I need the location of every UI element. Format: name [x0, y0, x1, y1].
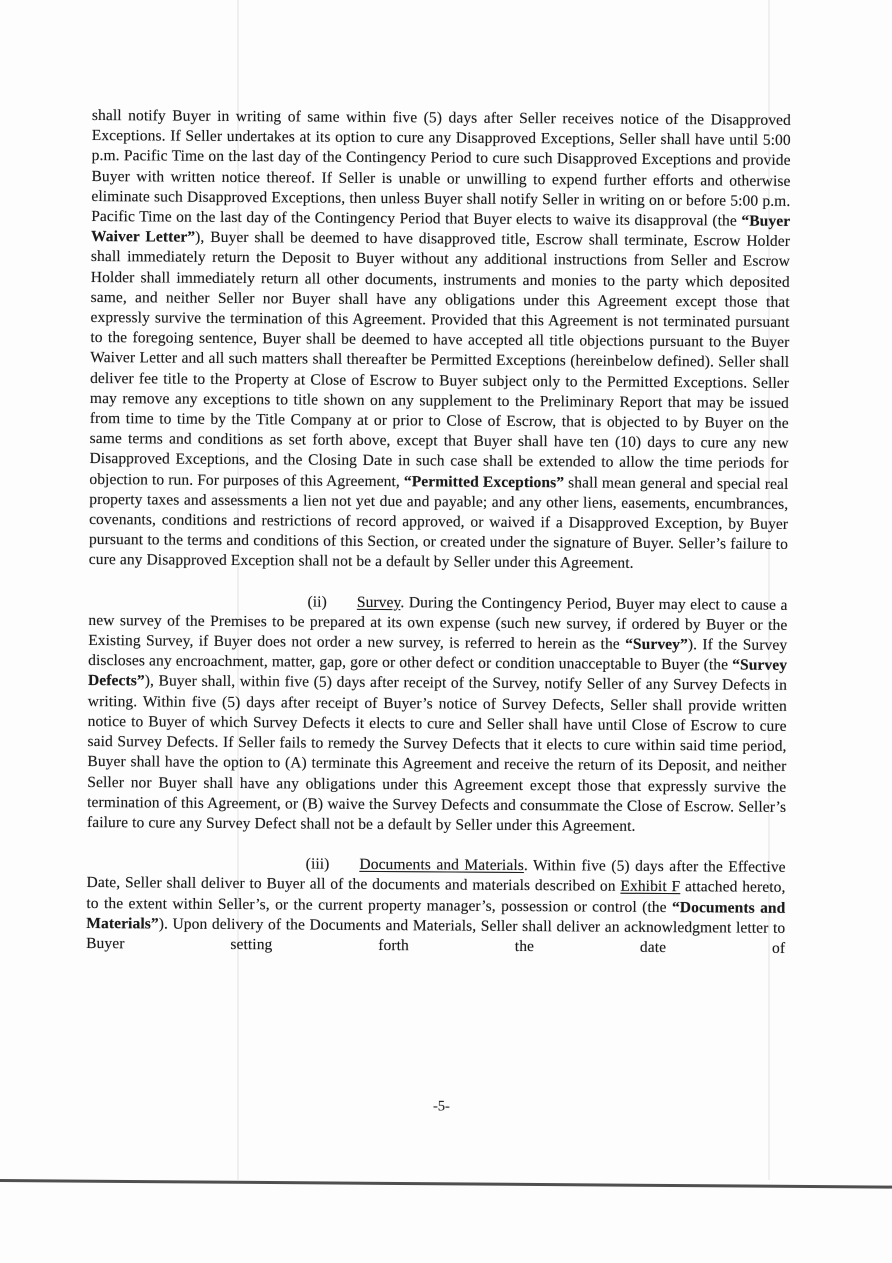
defined-term: “Survey Defects” — [87, 656, 788, 690]
text-run: attached hereto, to the extent within Seller’s, or the current property manager’s, possession or control (the — [86, 878, 786, 916]
paragraph-number: (iii) — [305, 855, 330, 873]
text-run: shall mean general and special real property taxes and assessments a lien not yet due and payable; and any other liens, easements, encumbrances, covenants, conditions and restrictions of record approved, or waived if a Disapproved Exception, by Buyer pursuant to the terms and conditions of this Section, or created under the signature of Buyer. Seller’s failure to cure any Disapproved Exception shall not be a default by Seller under this Agreement. — [88, 473, 789, 573]
text-run: shall notify Buyer in writing of same within five (5) days after Seller receives notice of the Disapproved Exceptions. If Seller undertakes at its option to cure any Disapproved Exceptions, Seller shall have until 5:00 p.m. Pacific Time on the last day of the Contingency Period to cure such Disapproved Exceptions and provide Buyer with written notice thereof. If Seller is unable or unwilling to expend further efforts and otherwise eliminate such Disapproved Exceptions, then unless Buyer shall notify Seller in writing on or before 5:00 p.m. Pacific Time on the last day of the Contingency Period that Buyer elects to waive its disapproval (the — [91, 106, 791, 230]
underlined-heading: Survey — [356, 593, 401, 611]
text-run: . During the Contingency Period, Buyer may elect to cause a new survey of the Premises to be prepared at its own expense (such new survey, if ordered by Buyer or the Existing Survey, if Buyer does not order a new survey, is referred to herein as the — [88, 593, 788, 653]
text-run: ). Upon delivery of the Documents and Materials, Seller shall deliver an acknowledgment letter to Buyer setting forth the date of — [86, 915, 786, 957]
defined-term: “Permitted Exceptions” — [403, 472, 565, 491]
page-number: -5- — [432, 1098, 450, 1115]
scan-edge-line — [0, 1179, 892, 1189]
underlined-heading: Documents and Materials — [359, 855, 524, 875]
text-run: . Within five (5) days after the Effective Date, Seller shall deliver to Buyer all of the documents and materials described on — [86, 857, 786, 896]
defined-term: “Survey” — [625, 635, 688, 654]
text-run: ), Buyer shall be deemed to have disapproved title, Escrow shall terminate, Escrow Holder shall immediately return the Deposit to Buyer without any additional instructions from Seller and Escrow Holder shall immediately return all other documents, instruments and monies to the party which deposited same, and neither Seller nor Buyer shall have any obligations under this Agreement except those that expressly survive the termination of this Agreement. Provided that this Agreement is not terminated pursuant to the foregoing sentence, Buyer shall be deemed to have accepted all title objections pursuant to the Buyer Waiver Letter and all such matters shall thereafter be Permitted Exceptions (hereinbelow defined). Seller shall deliver fee title to the Property at Close of Escrow to Buyer subject only to the Permitted Exceptions. Seller may remove any exceptions to title shown on any supplement to the Preliminary Report that may be issued from time to time by the Title Company at or prior to Close of Escrow, that is objected to by Buyer on the same terms and conditions as set forth above, except that Buyer shall have ten (10) days to cure any new Disapproved Exceptions, and the Closing Date in such case shall be extended to allow the time periods for objection to run. For purposes of this Agreement, — [89, 228, 791, 490]
underlined-heading: Exhibit F — [620, 878, 681, 896]
paragraph-body — [89, 106, 791, 576]
text-run: ), Buyer shall, within five (5) days after receipt of the Survey, notify Seller of any Survey Defects in writing. Within five (5) days after receipt of Buyer’s notice of Survey Defects, Seller shall provide written notice to Buyer of which Survey Defects it elects to cure and Seller shall have until Close of Escrow to cure said Survey Defects. If Seller fails to remedy the Survey Defects that it elects to cure within said time period, Buyer shall have the option to (A) terminate this Agreement and receive the return of its Deposit, and neither Seller nor Buyer shall have any obligations under this Agreement except those that expressly survive the termination of this Agreement, or (B) waive the Survey Defects and consummate the Close of Escrow. Seller’s failure to cure any Survey Defect shall not be a default by Seller under this Agreement. — [86, 672, 788, 835]
defined-term: “Documents and Materials” — [86, 898, 786, 933]
defined-term: “Buyer Waiver Letter” — [91, 212, 791, 246]
text-run: ). If the Survey discloses any encroachment, matter, gap, gore or other defect or condition unacceptable to Buyer (the — [88, 636, 788, 674]
paragraph-number: (ii) — [307, 593, 327, 611]
paragraph-iii — [86, 853, 786, 959]
contract-text-block — [86, 106, 791, 959]
paragraph-ii — [87, 591, 788, 838]
